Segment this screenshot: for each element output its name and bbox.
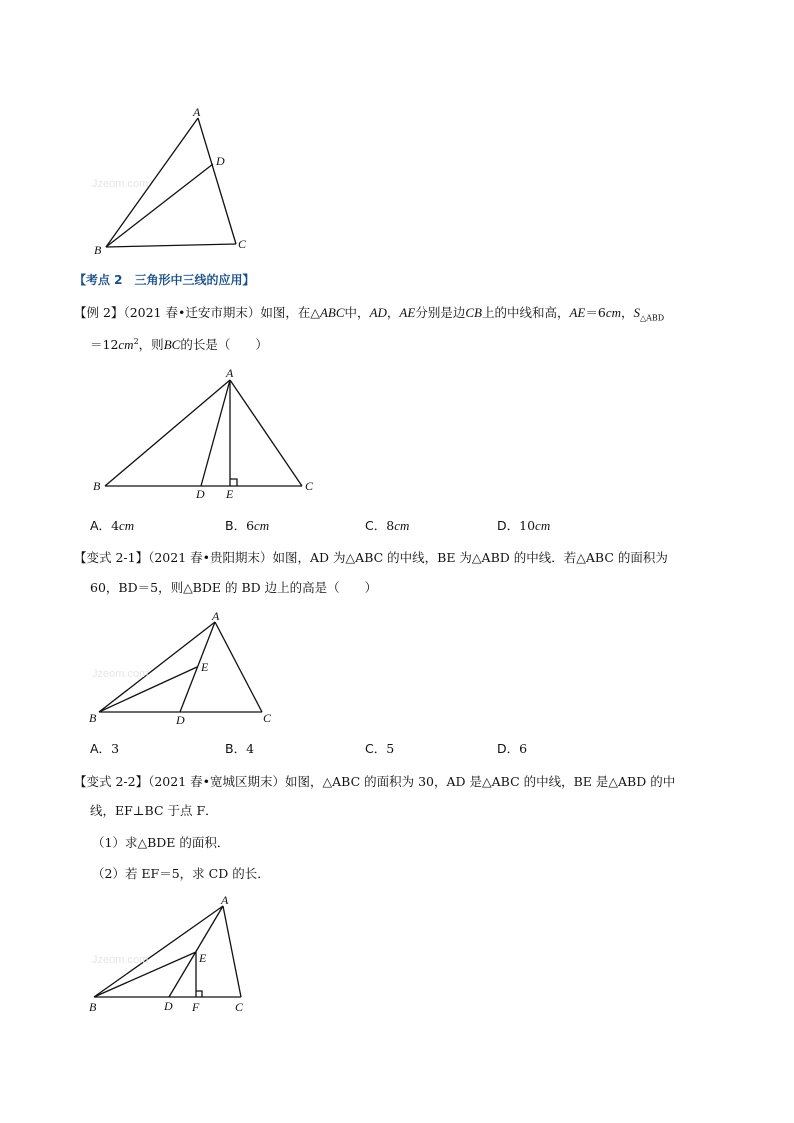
variant-tag: 【变式 2-2】 bbox=[74, 774, 149, 789]
label-f: F bbox=[192, 1000, 200, 1014]
sub-question-2: （2）若 EF＝5，求 CD 的长． bbox=[92, 866, 270, 881]
label-e: E bbox=[199, 951, 207, 965]
text: 的长是（ ） bbox=[180, 337, 268, 353]
variant21-line2: 60，BD＝5，则△BDE 的 BD 边上的高是（ ） bbox=[90, 580, 378, 595]
label-b: B bbox=[94, 243, 102, 257]
question-text: 如图，AD 为△ABC 的中线，BE 为△ABD 的中线．若△ABC 的面积为 bbox=[272, 550, 668, 565]
label-c: C bbox=[263, 711, 272, 725]
watermark: Jzeom.com bbox=[92, 178, 149, 190]
side-ab bbox=[105, 380, 230, 486]
option-value: 8 bbox=[386, 518, 395, 533]
label-a: A bbox=[193, 105, 201, 119]
variant22-line2: 线，EF⊥BC 于点 F． bbox=[90, 803, 218, 818]
option-value: 6 bbox=[519, 741, 528, 756]
option-unit: cm bbox=[254, 518, 270, 533]
label-a: A bbox=[226, 366, 234, 380]
side-ac bbox=[230, 380, 302, 486]
example-tag: 【例 2】 bbox=[74, 305, 124, 320]
side-ac bbox=[198, 118, 236, 244]
text: ＝6 bbox=[585, 305, 606, 320]
text: ，则 bbox=[138, 337, 164, 353]
option-letter: A． bbox=[90, 741, 112, 756]
right-angle-mark bbox=[230, 479, 237, 486]
option-c[interactable] bbox=[365, 516, 409, 534]
label-d: D bbox=[216, 154, 225, 168]
source: （2021 春•宽城区期末） bbox=[148, 774, 286, 789]
option-b[interactable] bbox=[225, 516, 269, 534]
question-text: 如图，△ABC 的面积为 30，AD 是△ABC 的中线，BE 是△ABD 的中 bbox=[285, 774, 676, 789]
example2-line1 bbox=[74, 305, 664, 327]
variant-tag: 【变式 2-1】 bbox=[74, 550, 149, 565]
label-a: A bbox=[212, 609, 220, 623]
source: （2021 春•迁安市期末） bbox=[123, 305, 261, 320]
option-value: 6 bbox=[246, 518, 255, 533]
label-a: A bbox=[221, 893, 229, 907]
superscript: 2 bbox=[133, 337, 139, 346]
option-letter: B． bbox=[225, 741, 247, 756]
math: ABC bbox=[319, 305, 345, 320]
option-letter: C． bbox=[365, 518, 387, 533]
option-letter: D． bbox=[497, 518, 520, 533]
option-value: 4 bbox=[246, 741, 255, 756]
text: ， bbox=[386, 305, 400, 320]
source: （2021 春•贵阳期末） bbox=[148, 550, 273, 565]
option-letter: A． bbox=[90, 518, 112, 533]
watermark: Jzeom.com bbox=[92, 668, 149, 680]
option-unit: cm bbox=[119, 518, 135, 533]
right-angle-mark bbox=[196, 991, 202, 997]
text: 分别是边 bbox=[415, 305, 466, 320]
text: 上的中线和高， bbox=[481, 305, 570, 320]
option-unit: cm bbox=[394, 518, 410, 533]
math: S bbox=[633, 305, 640, 320]
math: AD bbox=[369, 305, 387, 320]
label-b: B bbox=[89, 711, 97, 725]
label-e: E bbox=[226, 487, 234, 501]
math: AE bbox=[399, 305, 416, 320]
option-value: 4 bbox=[111, 518, 120, 533]
label-d: D bbox=[196, 487, 205, 501]
label-c: C bbox=[238, 237, 247, 251]
option-a[interactable] bbox=[90, 516, 134, 534]
option-d[interactable] bbox=[497, 739, 527, 757]
option-letter: C． bbox=[365, 741, 387, 756]
text: 中， bbox=[344, 305, 370, 320]
math: BC bbox=[163, 337, 181, 353]
option-unit: cm bbox=[535, 518, 551, 533]
option-value: 10 bbox=[519, 518, 536, 533]
option-b[interactable] bbox=[225, 739, 254, 757]
sub-question-1: （1）求△BDE 的面积． bbox=[92, 835, 230, 850]
figure-example2 bbox=[85, 362, 325, 502]
option-value: 3 bbox=[111, 741, 120, 756]
watermark: Jzeom.com bbox=[92, 954, 149, 966]
option-value: 5 bbox=[386, 741, 395, 756]
option-a[interactable] bbox=[90, 739, 119, 757]
math: cm bbox=[605, 305, 621, 320]
variant21-line1 bbox=[74, 550, 668, 566]
option-letter: B． bbox=[225, 518, 247, 533]
math: cm bbox=[118, 337, 134, 353]
option-c[interactable] bbox=[365, 739, 394, 757]
label-b: B bbox=[89, 1000, 97, 1014]
label-c: C bbox=[235, 1000, 244, 1014]
option-letter: D． bbox=[497, 741, 520, 756]
label-d: D bbox=[176, 713, 185, 727]
math: CB bbox=[465, 305, 482, 320]
side-ac bbox=[223, 906, 241, 997]
subscript: △ABD bbox=[640, 313, 665, 323]
median-ad bbox=[201, 380, 230, 486]
side-bc bbox=[106, 244, 236, 247]
variant22-line1 bbox=[74, 774, 675, 790]
segment-bd bbox=[106, 164, 213, 247]
text: 如图，在△ bbox=[260, 305, 320, 320]
label-b: B bbox=[93, 479, 101, 493]
side-ac bbox=[215, 622, 262, 712]
label-e: E bbox=[201, 660, 209, 674]
option-d[interactable] bbox=[497, 516, 550, 534]
text: ＝12 bbox=[90, 337, 119, 353]
label-c: C bbox=[305, 479, 314, 493]
example2-line2 bbox=[90, 334, 268, 353]
label-d: D bbox=[164, 999, 173, 1013]
math: AE bbox=[569, 305, 586, 320]
text: ， bbox=[620, 305, 634, 320]
section-heading: 【考点 2 三角形中三线的应用】 bbox=[74, 273, 255, 287]
